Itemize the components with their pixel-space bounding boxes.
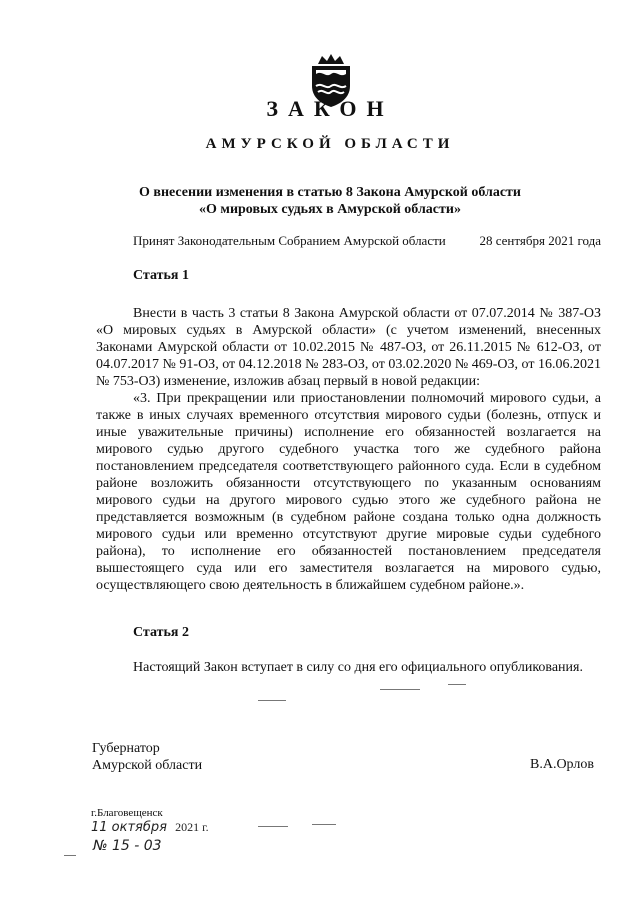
pen-mark: [380, 689, 420, 690]
pen-mark: [64, 855, 76, 856]
article-2-body: [96, 659, 601, 676]
signatory-title: Губернатор: [92, 741, 160, 756]
pen-mark: [258, 826, 288, 827]
signing-date: [91, 820, 209, 835]
signatory-name: В.А.Орлов: [530, 757, 594, 772]
typed-year: 2021 г.: [175, 820, 209, 834]
handwritten-date: 11 октября: [91, 820, 167, 835]
article-1-heading: Статья 1: [133, 268, 189, 283]
article-1-body: [96, 305, 601, 594]
subject-line-1: О внесении изменения в статью 8 Закона Амурской области: [139, 185, 521, 200]
document-title: ЗАКОН: [266, 96, 394, 121]
pen-mark: [312, 824, 336, 825]
subject-line-2: «О мировых судьях в Амурской области»: [199, 202, 461, 217]
handwritten-law-number: № 15 - 03: [93, 838, 162, 854]
adoption-date: 28 сентября 2021 года: [479, 233, 601, 248]
signatory-position: [92, 740, 202, 774]
pen-mark: [258, 700, 286, 701]
law-subject: [100, 184, 560, 218]
article-1-quote: «3. При прекращении или приостановлении полномочий мирового судьи, а также в иных случаях временного отсутствия мирового судьи (болезнь, отпуск и иные уважительные причины) исполнение его обязанностей возлагается на мирового судью другого судебного участка того же судебного района постановлением председателя соответствующего районного суда. Если в судебном районе возложить обязанности отсутствующего по указанным основаниям мирового судьи на другого мирового судью этого же судебного района не представляется возможным (в судебном районе создана только одна должность мирового судьи или временно отсутствуют другие мировые судьи судебного района), то исполнение его обязанностей постановлением председателя вышестоящего суда или его заместителя возлагается на мирового судью, осуществляющего свою деятельность в ближайшем судебном районе.».: [96, 391, 601, 593]
article-2-heading: Статья 2: [133, 625, 189, 640]
article-2-text: Настоящий Закон вступает в силу со дня его официального опубликования.: [133, 660, 583, 675]
document-region: АМУРСКОЙ ОБЛАСТИ: [205, 136, 455, 152]
signatory-region: Амурской области: [92, 758, 203, 773]
signing-place: г.Благовещенск: [91, 807, 163, 819]
adoption-text: Принят Законодательным Собранием Амурской области: [133, 233, 446, 248]
adoption-line: [133, 233, 601, 249]
pen-mark: [448, 684, 466, 685]
article-1-intro: Внести в часть 3 статьи 8 Закона Амурской области от 07.07.2014 № 387-ОЗ «О мировых судьях в Амурской области» (с учетом изменений, внесенных Законами Амурской области от 10.02.2015 № 487-ОЗ, от 26.11.2015 № 612-ОЗ, от 04.07.2017 № 91-ОЗ, от 04.12.2018 № 283-ОЗ, от 03.02.2020 № 469-ОЗ, от 16.06.2021 № 753-ОЗ) изменение, изложив абзац первый в новой редакции:: [96, 306, 601, 389]
